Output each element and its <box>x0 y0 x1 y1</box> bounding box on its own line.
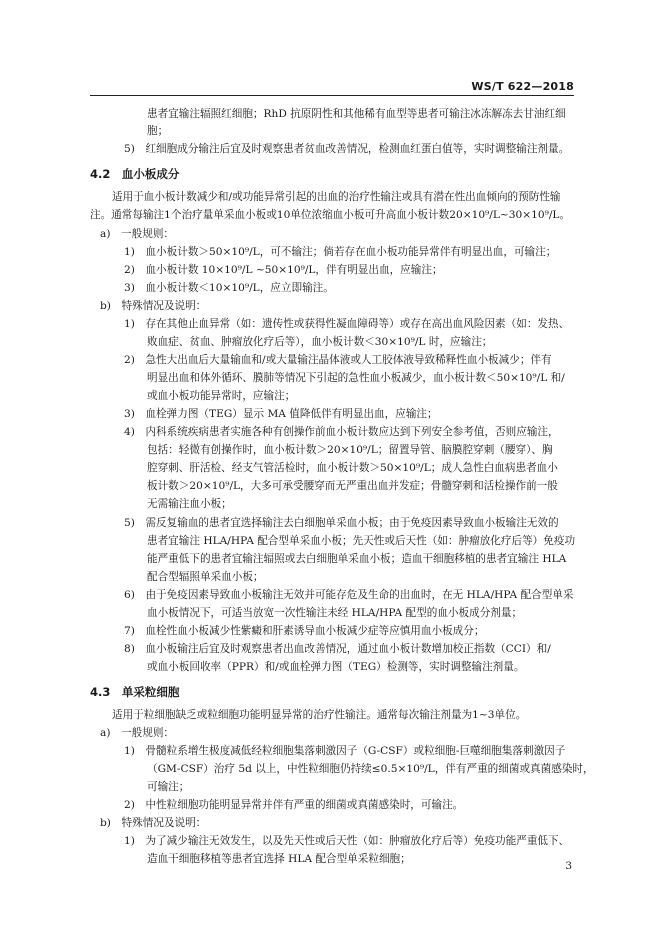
section-heading: 4.2 血小板成分 <box>90 167 180 181</box>
text-line: 板计数＞20×10⁹/L，大多可承受腰穿而无严重出血并发症；骨髓穿刺和活检操作前一般 <box>147 480 558 492</box>
text-line: 败血症、贫血、肿瘤放化疗后等），血小板计数＜30×10⁹/L 时，应输注； <box>147 336 493 348</box>
list-item: 1) 血小板计数＞50×10⁹/L，可不输注；倘若存在血小板功能异常伴有明显出血，可输注； <box>124 246 557 258</box>
text-line: 造血干细胞移植等患者宜选择 HLA 配合型单采粒细胞； <box>147 853 411 865</box>
list-item: 5) 需反复输血的患者宜选择输注去白细胞单采血小板；由于免疫因素导致血小板输注无效的 <box>124 517 559 529</box>
text-line: 5) 红细胞成分输注后宜及时观察患者贫血改善情况，检测血红蛋白值等，实时调整输注剂量。 <box>124 143 570 155</box>
text-line: 适用于血小板计数减少和/或功能异常引起的出血的治疗性输注或具有潜在性出血倾向的预防性输 <box>112 191 561 203</box>
list-item: 6) 由于免疫因素导致血小板输注无效并可能存危及生命的出血时，在无 HLA/HPA 配合型单采 <box>124 589 574 601</box>
text-line: 患者宜输注 HLA/HPA 配合型单采血小板；先天性或后天性（如：肿瘤放化疗后等）免疫功 <box>147 535 576 547</box>
page-number: 3 <box>565 860 572 872</box>
text-line: 无需输注血小板； <box>147 498 232 510</box>
list-item: 3) 血栓弹力图（TEG）显示 MA 值降低伴有明显出血，应输注； <box>124 408 438 420</box>
text-line: （GM-CSF）治疗 5d 以上，中性粒细胞仍持续≤0.5×10⁹/L，伴有严重的细菌或真菌感染时， <box>147 763 594 775</box>
list-item: 2) 急性大出血后大量输血和/或大量输注晶体液或人工胶体液导致稀释性血小板减少；伴有 <box>124 354 552 366</box>
list-item: 7) 血栓性血小板减少性紫癜和肝素诱导血小板减少症等应慎用血小板成分； <box>124 625 485 637</box>
text-line: 胞； <box>147 125 169 137</box>
text-line: 明显出血和体外循环、膜肺等情况下引起的急性血小板减少，血小板计数＜50×10⁹/L 和/ <box>147 372 565 384</box>
text-line: 血小板情况下，可适当放宽一次性输注未经 HLA/HPA 配型的血小板成分剂量； <box>147 607 523 619</box>
text-line: 配合型辐照单采血小板； <box>147 571 264 583</box>
document-code: WS/T 622—2018 <box>471 80 574 93</box>
header-rule <box>90 95 574 96</box>
list-item: a) 一般规则： <box>100 727 175 739</box>
list-item: a) 一般规则： <box>100 228 175 240</box>
list-item: b) 特殊情况及说明： <box>100 817 207 829</box>
text-line: 腔穿刺、肝活检、经支气管活检时，血小板计数＞50×10⁹/L；成人急性白血病患者血小 <box>147 462 558 474</box>
text-line: 适用于粒细胞缺乏或粒细胞功能明显异常的治疗性输注。通常每次输注剂量为1~3单位。 <box>112 709 527 721</box>
list-item: 8) 血小板输注后宜及时观察患者出血改善情况，通过血小板计数增加校正指数（CCI）和/ <box>124 643 551 655</box>
text-line: 能严重低下的患者宜输注辐照或去白细胞单采血小板；造血干细胞移植的患者宜输注 HLA <box>147 553 567 565</box>
list-item: 2) 血小板计数 10×10⁹/L ~50×10⁹/L，伴有明显出血，应输注； <box>124 264 443 276</box>
text-line: 包括：轻微有创操作时，血小板计数＞20×10⁹/L；留置导管、脑膜腔穿刺（腰穿）、胸 <box>147 444 553 456</box>
text-line: 患者宜输注辐照红细胞；RhD 抗原阴性和其他稀有血型等患者可输注冰冻解冻去甘油红细 <box>147 108 566 120</box>
text-line: 或血小板功能异常时，应输注； <box>147 390 296 402</box>
list-item: 4) 内科系统疾病患者实施各种有创操作前血小板计数应达到下列安全参考值，否则应输注， <box>124 426 559 438</box>
list-item: 1) 为了减少输注无效发生，以及先天性或后天性（如：肿瘤放化疗后等）免疫功能严重低下、 <box>124 835 570 847</box>
list-item: b) 特殊情况及说明： <box>100 300 207 312</box>
text-line: 可输注； <box>147 781 190 793</box>
list-item: 1) 骨髓粒系增生极度减低经粒细胞集落刺激因子（G-CSF）或粒细胞-巨噬细胞集落刺激因子 <box>124 745 566 757</box>
text-line: 或血小板回收率（PPR）和/或血栓弹力图（TEG）检测等，实时调整输注剂量。 <box>147 661 525 673</box>
list-item: 2) 中性粒细胞功能明显异常并伴有严重的细菌或真菌感染时，可输注。 <box>124 799 464 811</box>
list-item: 3) 血小板计数＜10×10⁹/L，应立即输注。 <box>124 282 334 294</box>
section-heading: 4.3 单采粒细胞 <box>90 685 180 699</box>
text-line: 注。通常每输注1个治疗量单采血小板或10单位浓缩血小板可升高血小板计数20×10⁹/L~30×10⁹/L。 <box>90 209 571 221</box>
list-item: 1) 存在其他止血异常（如：遗传性或获得性凝血障碍等）或存在高出血风险因素（如：发热、 <box>124 318 570 330</box>
